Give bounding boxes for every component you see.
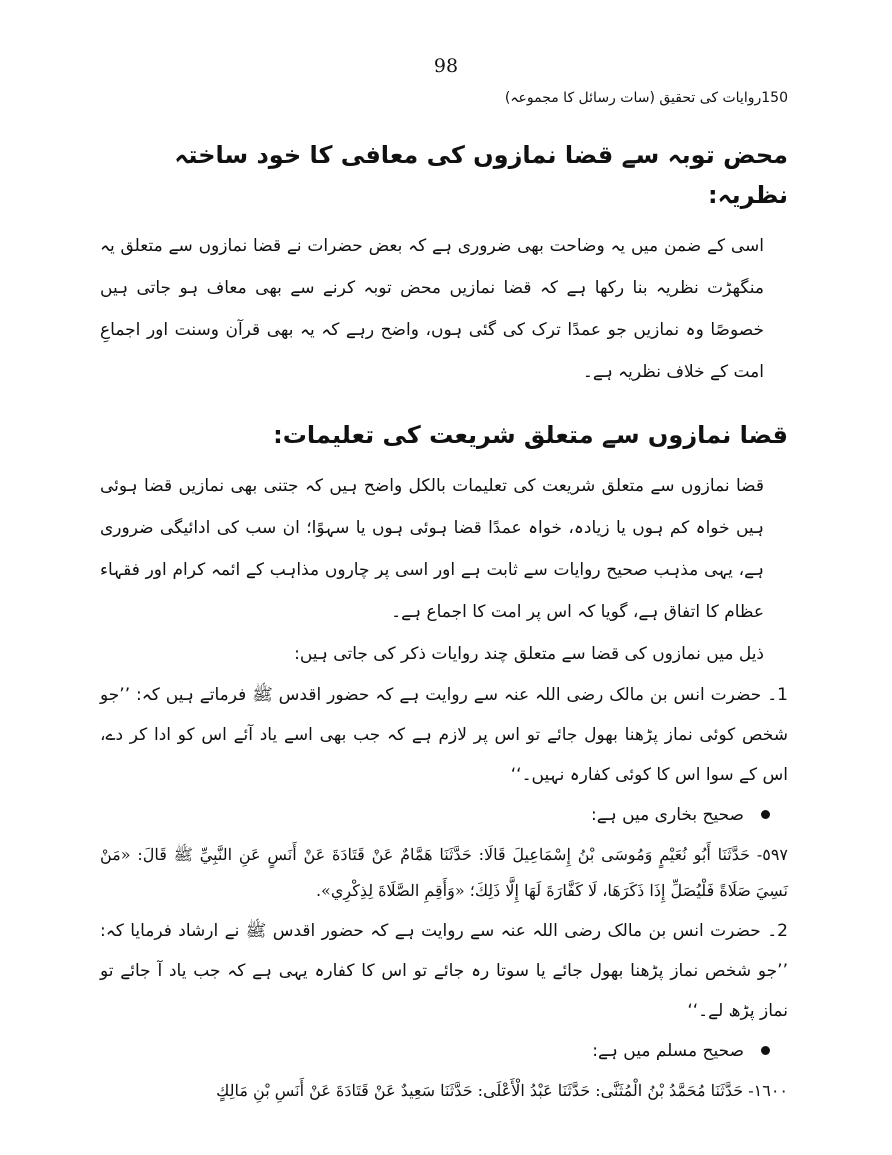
running-head: 150روایات کی تحقیق (سات رسائل کا مجموعہ) — [504, 90, 788, 106]
narration-2-source — [100, 1031, 788, 1071]
bullet-icon — [761, 810, 770, 819]
narration-2-arabic: ١٦٠٠- حَدَّثَنَا مُحَمَّدُ بْنُ الْمُثَنَّى: حَدَّثَنَا عَبْدُ الْأَعْلَى: حَدَّثَنَا سَعِيدٌ عَنْ قَتَادَةَ عَنْ أَنَسِ بْنِ مَالِكٍ — [216, 1081, 788, 1100]
narration-2-text: 2۔ حضرت انس بن مالک رضی اللہ عنہ سے روایت ہے کہ حضور اقدس ﷺ نے ارشاد فرمایا کہ: ’’جو شخص نماز پڑھنا بھول جائے یا سوتا رہ جائے تو اس کا کفارہ یہی ہے کہ جب یاد آ جائے تو نماز پڑھ لے۔‘‘ — [100, 921, 788, 1021]
page-number: 98 — [433, 55, 459, 77]
narration-1-source — [100, 795, 788, 835]
section2-intro: ذیل میں نمازوں کی قضا سے متعلق چند روایات ذکر کی جاتی ہیں: — [294, 644, 764, 664]
narration-2-source-label: صحیح مسلم میں ہے: — [592, 1041, 744, 1061]
section2-heading: قضا نمازوں سے متعلق شریعت کی تعلیمات: — [273, 421, 788, 449]
section1-paragraph: اسی کے ضمن میں یہ وضاحت بھی ضروری ہے کہ بعض حضرات نے قضا نمازوں سے متعلق یہ منگھڑت نظریہ بنا رکھا ہے کہ قضا نمازیں محض توبہ کرنے سے بھی معاف ہو جاتی ہیں خصوصًا وہ نمازیں جو عمدًا ترک کی گئی ہوں، واضح رہے کہ یہ بھی قرآن وسنت اور اجماعِ امت کے خلاف نظریہ ہے۔ — [100, 236, 764, 382]
narration-1-text: 1۔ حضرت انس بن مالک رضی اللہ عنہ سے روایت ہے کہ حضور اقدس ﷺ فرماتے ہیں کہ: ’’جو شخص کوئی نماز پڑھنا بھول جائے تو اس پر لازم ہے کہ جب بھی اسے یاد آئے اس کو ادا کر دے، اس کے سوا اس کا کوئی کفارہ نہیں۔‘‘ — [100, 685, 788, 785]
section2-paragraph: قضا نمازوں سے متعلق شریعت کی تعلیمات بالکل واضح ہیں کہ جتنی بھی نمازیں قضا ہوئی ہیں خواہ کم ہوں یا زیادہ، خواہ عمدًا قضا ہوئی ہوں یا سہوًا؛ ان سب کی ادائیگی ضروری ہے، یہی مذہب صحیح روایات سے ثابت ہے اور اسی پر چاروں مذاہب کے ائمہ کرام اور فقہاء عظام کا اتفاق ہے، گویا کہ اس پر امت کا اجماع ہے۔ — [100, 476, 764, 622]
bullet-icon — [761, 1046, 770, 1055]
section1-heading: محض توبہ سے قضا نمازوں کی معافی کا خود ساختہ نظریہ: — [174, 141, 788, 209]
page-content — [100, 135, 788, 1111]
narration-1-arabic: ٥٩٧- حَدَّثَنَا أَبُو نُعَيْمٍ وَمُوسَى بْنُ إِسْمَاعِيلَ قَالَا: حَدَّثَنَا هَمَّامٌ عَنْ قَتَادَةَ عَنْ أَنَسٍ عَنِ النَّبِيِّ ﷺ قَالَ: «مَنْ نَسِيَ صَلَاةً فَلْيُصَلِّ إِذَا ذَكَرَهَا، لَا كَفَّارَةَ لَهَا إِلَّا ذَلِكَ؛ «وَأَقِمِ الصَّلَاةَ لِذِكْرِي». — [100, 845, 788, 900]
narration-1-source-label: صحیح بخاری میں ہے: — [591, 805, 744, 825]
